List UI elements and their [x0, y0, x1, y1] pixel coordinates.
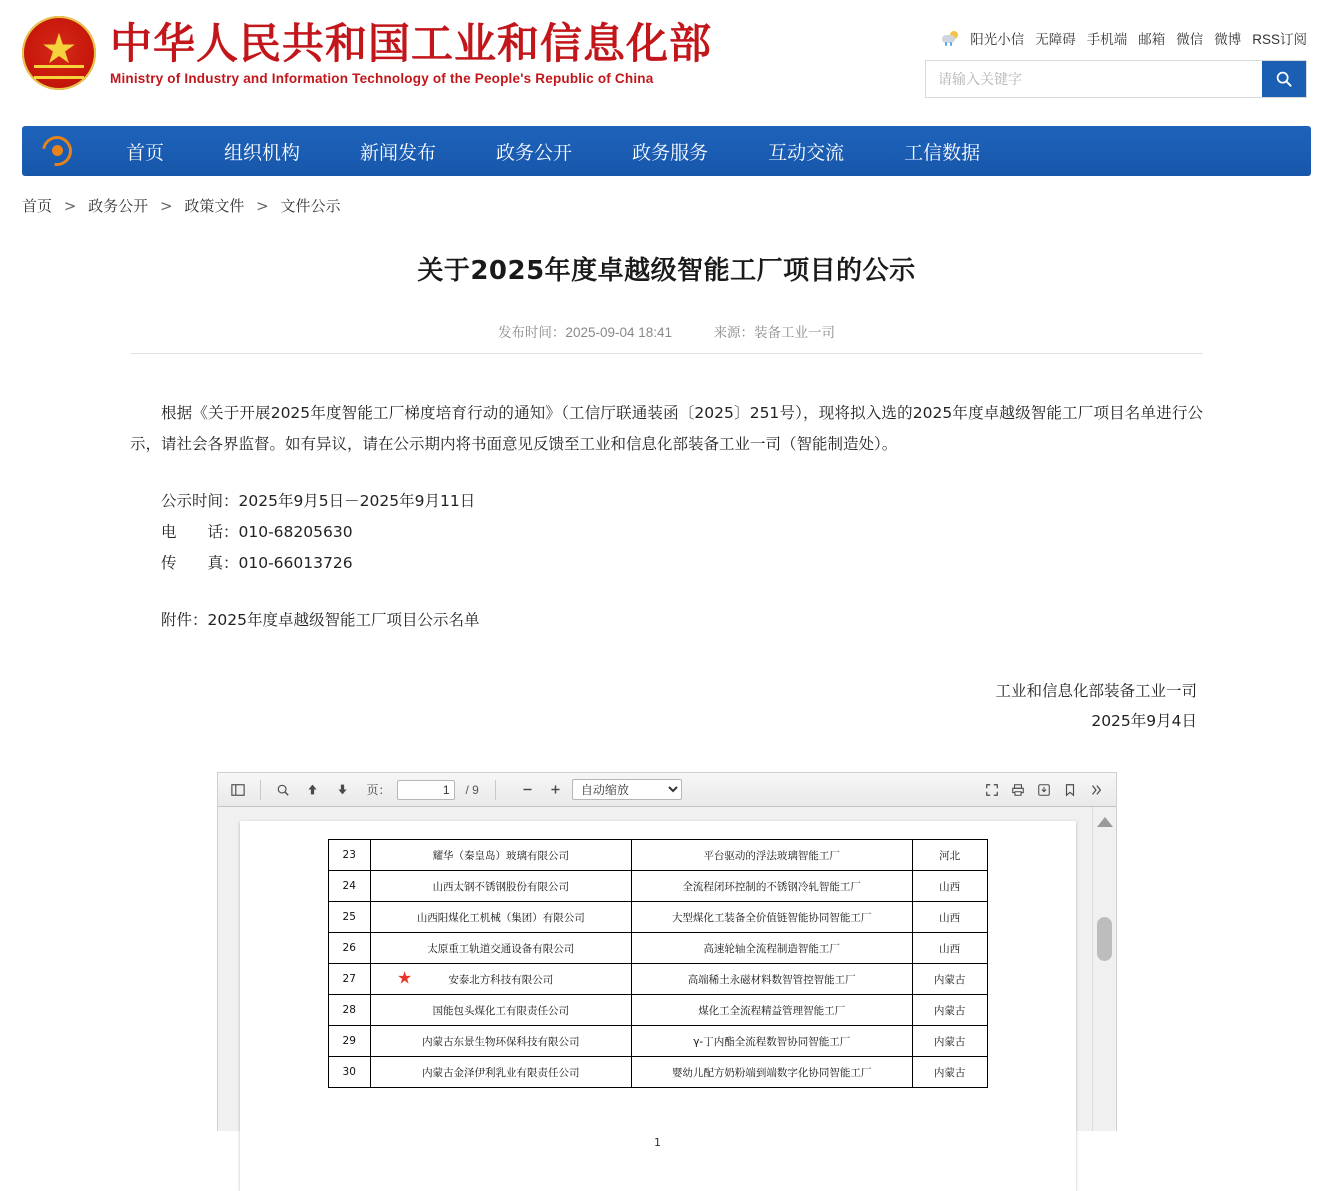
zoom-in-plus-icon[interactable]	[544, 778, 568, 802]
cell-region: 河北	[912, 840, 987, 871]
top-link-mail[interactable]: 邮箱	[1138, 32, 1166, 47]
cell-project: 大型煤化工装备全价值链智能协同智能工厂	[631, 902, 912, 933]
publish-time: 发布时间：2025-09-04 18:41	[497, 325, 673, 340]
pdf-page-number: 1	[654, 1136, 661, 1149]
article-fax: 传 真：010-66013726	[161, 554, 353, 572]
cell-company: 耀华（秦皇岛）玻璃有限公司	[370, 840, 631, 871]
table-row	[328, 933, 987, 964]
page-title: 关于2025年度卓越级智能工厂项目的公示	[417, 256, 916, 286]
site-header	[0, 0, 1333, 126]
scroll-up-arrow-icon[interactable]	[1097, 817, 1113, 827]
print-icon[interactable]	[1006, 778, 1030, 802]
cell-no: 24	[328, 871, 370, 902]
pdf-page-1	[240, 821, 1076, 1191]
cell-project: 煤化工全流程精益管理智能工厂	[631, 995, 912, 1026]
pdf-page-view[interactable]	[218, 807, 1116, 1149]
cell-region: 内蒙古	[912, 1026, 987, 1057]
cell-no: 27	[328, 964, 370, 995]
top-links	[941, 28, 1307, 48]
pdf-toolbar	[218, 773, 1116, 807]
factory-list-table	[328, 839, 988, 1088]
cell-company-text: 安泰北方科技有限公司	[448, 973, 554, 986]
cell-company: 山西太钢不锈钢股份有限公司	[370, 871, 631, 902]
pdf-scrollbar[interactable]	[1092, 807, 1116, 1131]
cell-company: 太原重工轨道交通设备有限公司	[370, 933, 631, 964]
cell-project: 平台驱动的浮法玻璃智能工厂	[631, 840, 912, 871]
breadcrumb-separator: >	[63, 197, 77, 215]
article-divider	[130, 353, 1203, 354]
zoom-select[interactable]	[572, 779, 682, 800]
cell-no: 29	[328, 1026, 370, 1057]
cell-project: 高端稀土永磁材料数智管控智能工厂	[631, 964, 912, 995]
table-row	[328, 871, 987, 902]
cell-region: 山西	[912, 933, 987, 964]
table-row	[328, 964, 987, 995]
cell-no: 28	[328, 995, 370, 1026]
article-notice-period: 公示时间：2025年9月5日－2025年9月11日	[161, 492, 476, 510]
top-link-wechat[interactable]: 微信	[1176, 32, 1204, 47]
cell-no: 26	[328, 933, 370, 964]
bookmark-icon[interactable]	[1058, 778, 1082, 802]
pdf-toolbar-right	[980, 778, 1108, 802]
breadcrumb-item-government-affairs[interactable]: 政务公开	[88, 197, 149, 215]
page-label: 页：	[366, 783, 391, 797]
site-title-cn: 中华人民共和国工业和信息化部	[110, 18, 713, 68]
site-logo-area[interactable]	[22, 16, 712, 90]
top-link-rss[interactable]: RSS订阅	[1252, 32, 1307, 47]
search-input[interactable]	[926, 61, 1262, 97]
table-row	[328, 902, 987, 933]
cell-company: 内蒙古金泽伊利乳业有限责任公司	[370, 1057, 631, 1088]
site-title-en: Ministry of Industry and Information Technology of the People's Republic of China	[110, 71, 654, 87]
cell-region: 山西	[912, 871, 987, 902]
download-icon[interactable]	[1032, 778, 1056, 802]
breadcrumb-item-document-notice[interactable]: 文件公示	[280, 197, 341, 215]
top-link-accessibility[interactable]: 无障碍	[1035, 32, 1076, 47]
next-page-arrow-down-icon[interactable]	[331, 778, 355, 802]
page-number-input[interactable]	[397, 780, 455, 800]
nav-item-services[interactable]: 政务服务	[632, 141, 709, 164]
pdf-viewer	[217, 772, 1117, 1149]
breadcrumb-item-home[interactable]: 首页	[22, 197, 53, 215]
find-search-icon[interactable]	[271, 778, 295, 802]
cell-project: 高速轮轴全流程制造智能工厂	[631, 933, 912, 964]
sidebar-toggle-icon[interactable]	[226, 778, 250, 802]
nav-item-data[interactable]: 工信数据	[904, 141, 981, 164]
nav-item-news[interactable]: 新闻发布	[360, 141, 437, 164]
cell-region: 内蒙古	[912, 964, 987, 995]
national-emblem-icon	[22, 16, 96, 90]
signature-date: 2025年9月4日	[1091, 712, 1197, 730]
table-row	[328, 1026, 987, 1057]
cell-company: 山西阳煤化工机械（集团）有限公司	[370, 902, 631, 933]
breadcrumb	[22, 195, 1311, 216]
presentation-fullscreen-icon[interactable]	[980, 778, 1004, 802]
cell-region: 内蒙古	[912, 1057, 987, 1088]
article-attachment[interactable]: 附件：2025年度卓越级智能工厂项目公示名单	[161, 611, 480, 629]
top-link-mobile[interactable]: 手机端	[1086, 32, 1128, 47]
search-box	[925, 60, 1307, 98]
signature-organization: 工业和信息化部装备工业一司	[995, 682, 1197, 700]
cell-project: 全流程闭环控制的不锈钢冷轧智能工厂	[631, 871, 912, 902]
breadcrumb-separator: >	[159, 197, 173, 215]
top-link-sunshine[interactable]: 阳光小信	[970, 32, 1025, 47]
article-paragraph-1: 根据《关于开展2025年度智能工厂梯度培育行动的通知》（工信厅联通装函〔2025〕251号），现将拟入选的2025年度卓越级智能工厂项目名单进行公示，请社会各界监督。如有异议，请在公示期内将书面意见反馈至工业和信息化部装备工业一司（智能制造处）。	[130, 404, 1203, 453]
table-row	[328, 995, 987, 1026]
previous-page-arrow-up-icon[interactable]	[301, 778, 325, 802]
breadcrumb-item-policy-documents[interactable]: 政策文件	[184, 197, 245, 215]
nav-item-organization[interactable]: 组织机构	[224, 141, 301, 164]
cell-region: 山西	[912, 902, 987, 933]
cell-company: 国能包头煤化工有限责任公司	[370, 995, 631, 1026]
main-navigation	[22, 126, 1311, 176]
search-icon	[1275, 70, 1293, 88]
cell-project: γ-丁内酯全流程数智协同智能工厂	[631, 1026, 912, 1057]
table-row	[328, 840, 987, 871]
cell-project: 婴幼儿配方奶粉端到端数字化协同智能工厂	[631, 1057, 912, 1088]
table-row	[328, 1057, 987, 1088]
nav-item-government-affairs[interactable]: 政务公开	[496, 141, 573, 164]
cell-no: 30	[328, 1057, 370, 1088]
article-meta	[130, 321, 1203, 353]
zoom-out-minus-icon[interactable]	[516, 778, 540, 802]
more-tools-chevron-double-right-icon[interactable]	[1084, 778, 1108, 802]
search-button[interactable]	[1262, 61, 1306, 97]
nav-item-home[interactable]: 首页	[126, 141, 165, 164]
article-body	[130, 398, 1203, 736]
cell-company: 内蒙古东景生物环保科技有限公司	[370, 1026, 631, 1057]
sun-cloud-icon	[941, 31, 958, 46]
ministry-mark-icon	[40, 134, 74, 168]
article-telephone: 电 话：010-68205630	[161, 523, 353, 541]
page-total-label: / 9	[465, 782, 479, 797]
scrollbar-thumb[interactable]	[1097, 917, 1112, 961]
nav-item-interaction[interactable]: 互动交流	[768, 141, 845, 164]
cell-region: 内蒙古	[912, 995, 987, 1026]
cell-no: 23	[328, 840, 370, 871]
article-source: 来源：装备工业一司	[713, 325, 836, 340]
star-marker-icon: ★	[396, 968, 413, 989]
article	[130, 250, 1203, 736]
top-link-weibo[interactable]: 微博	[1214, 32, 1242, 47]
cell-no: 25	[328, 902, 370, 933]
cell-company	[370, 964, 631, 995]
breadcrumb-separator: >	[256, 197, 269, 215]
